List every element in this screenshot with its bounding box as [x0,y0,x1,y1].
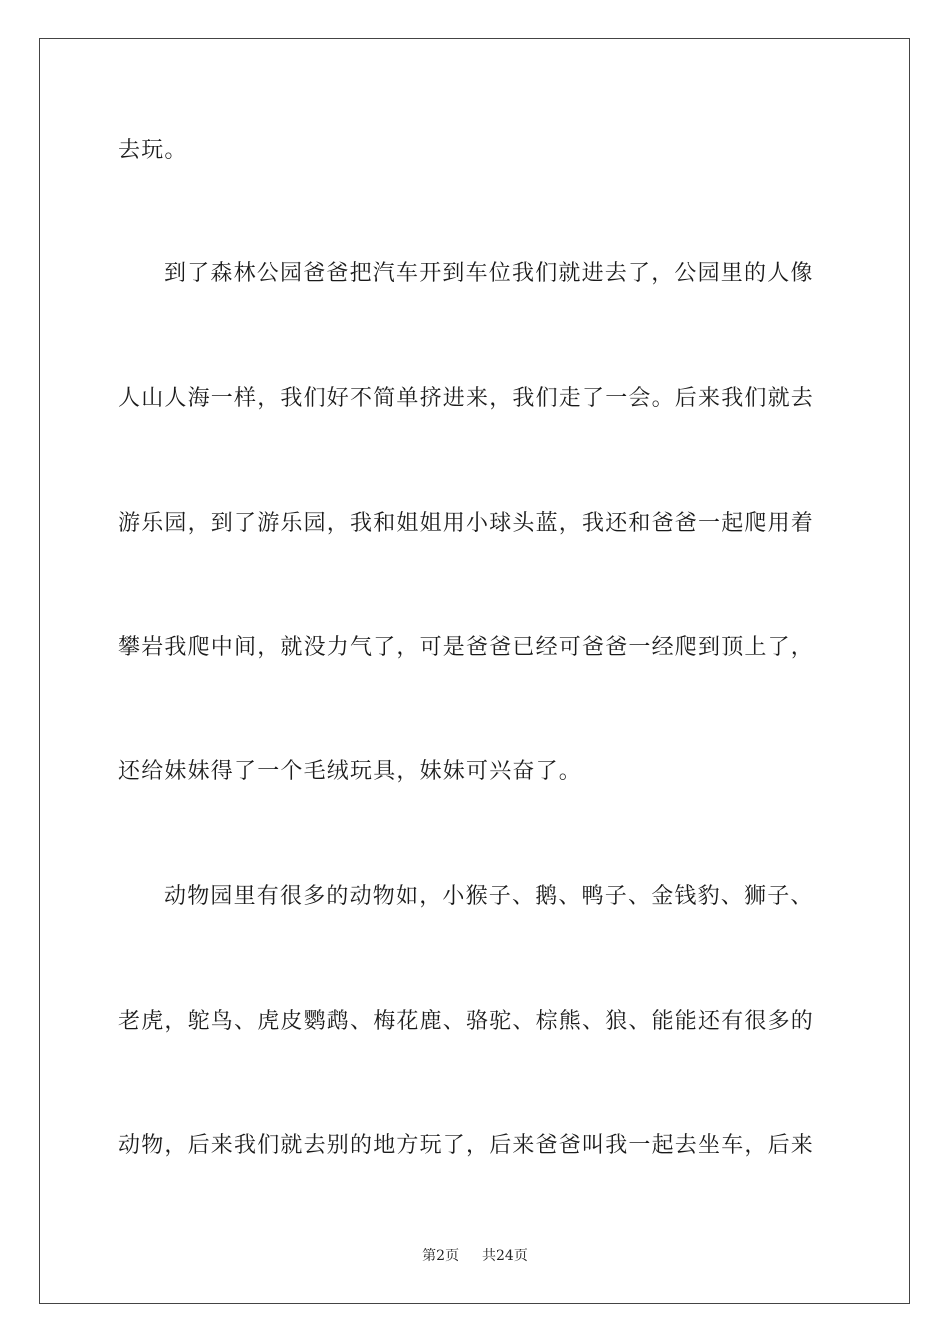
text-line-7: 动物园里有很多的动物如，小猴子、鹅、鸭子、金钱豹、狮子、 [164,884,814,909]
text-line-4: 游乐园，到了游乐园，我和姐姐用小球头蓝，我还和爸爸一起爬用着 [118,511,815,536]
page-footer [0,1246,950,1266]
page-number: 第2页 [422,1248,460,1264]
text-line-5: 攀岩我爬中间，就没力气了，可是爸爸已经可爸爸一经爬到顶上了， [118,635,815,660]
text-line-8: 老虎，鸵鸟、虎皮鹦鹉、梅花鹿、骆驼、棕熊、狼、能能还有很多的 [118,1009,815,1034]
text-line-3: 人山人海一样，我们好不简单挤进来，我们走了一会。后来我们就去 [118,386,815,411]
text-line-2: 到了森林公园爸爸把汽车开到车位我们就进去了，公园里的人像 [164,261,814,286]
page-border [39,38,910,1304]
text-line-1: 去玩。 [118,138,188,163]
text-line-6: 还给妹妹得了一个毛绒玩具，妹妹可兴奋了。 [118,759,583,784]
page-total: 共24页 [482,1248,528,1264]
text-line-9: 动物，后来我们就去别的地方玩了，后来爸爸叫我一起去坐车，后来 [118,1133,815,1158]
